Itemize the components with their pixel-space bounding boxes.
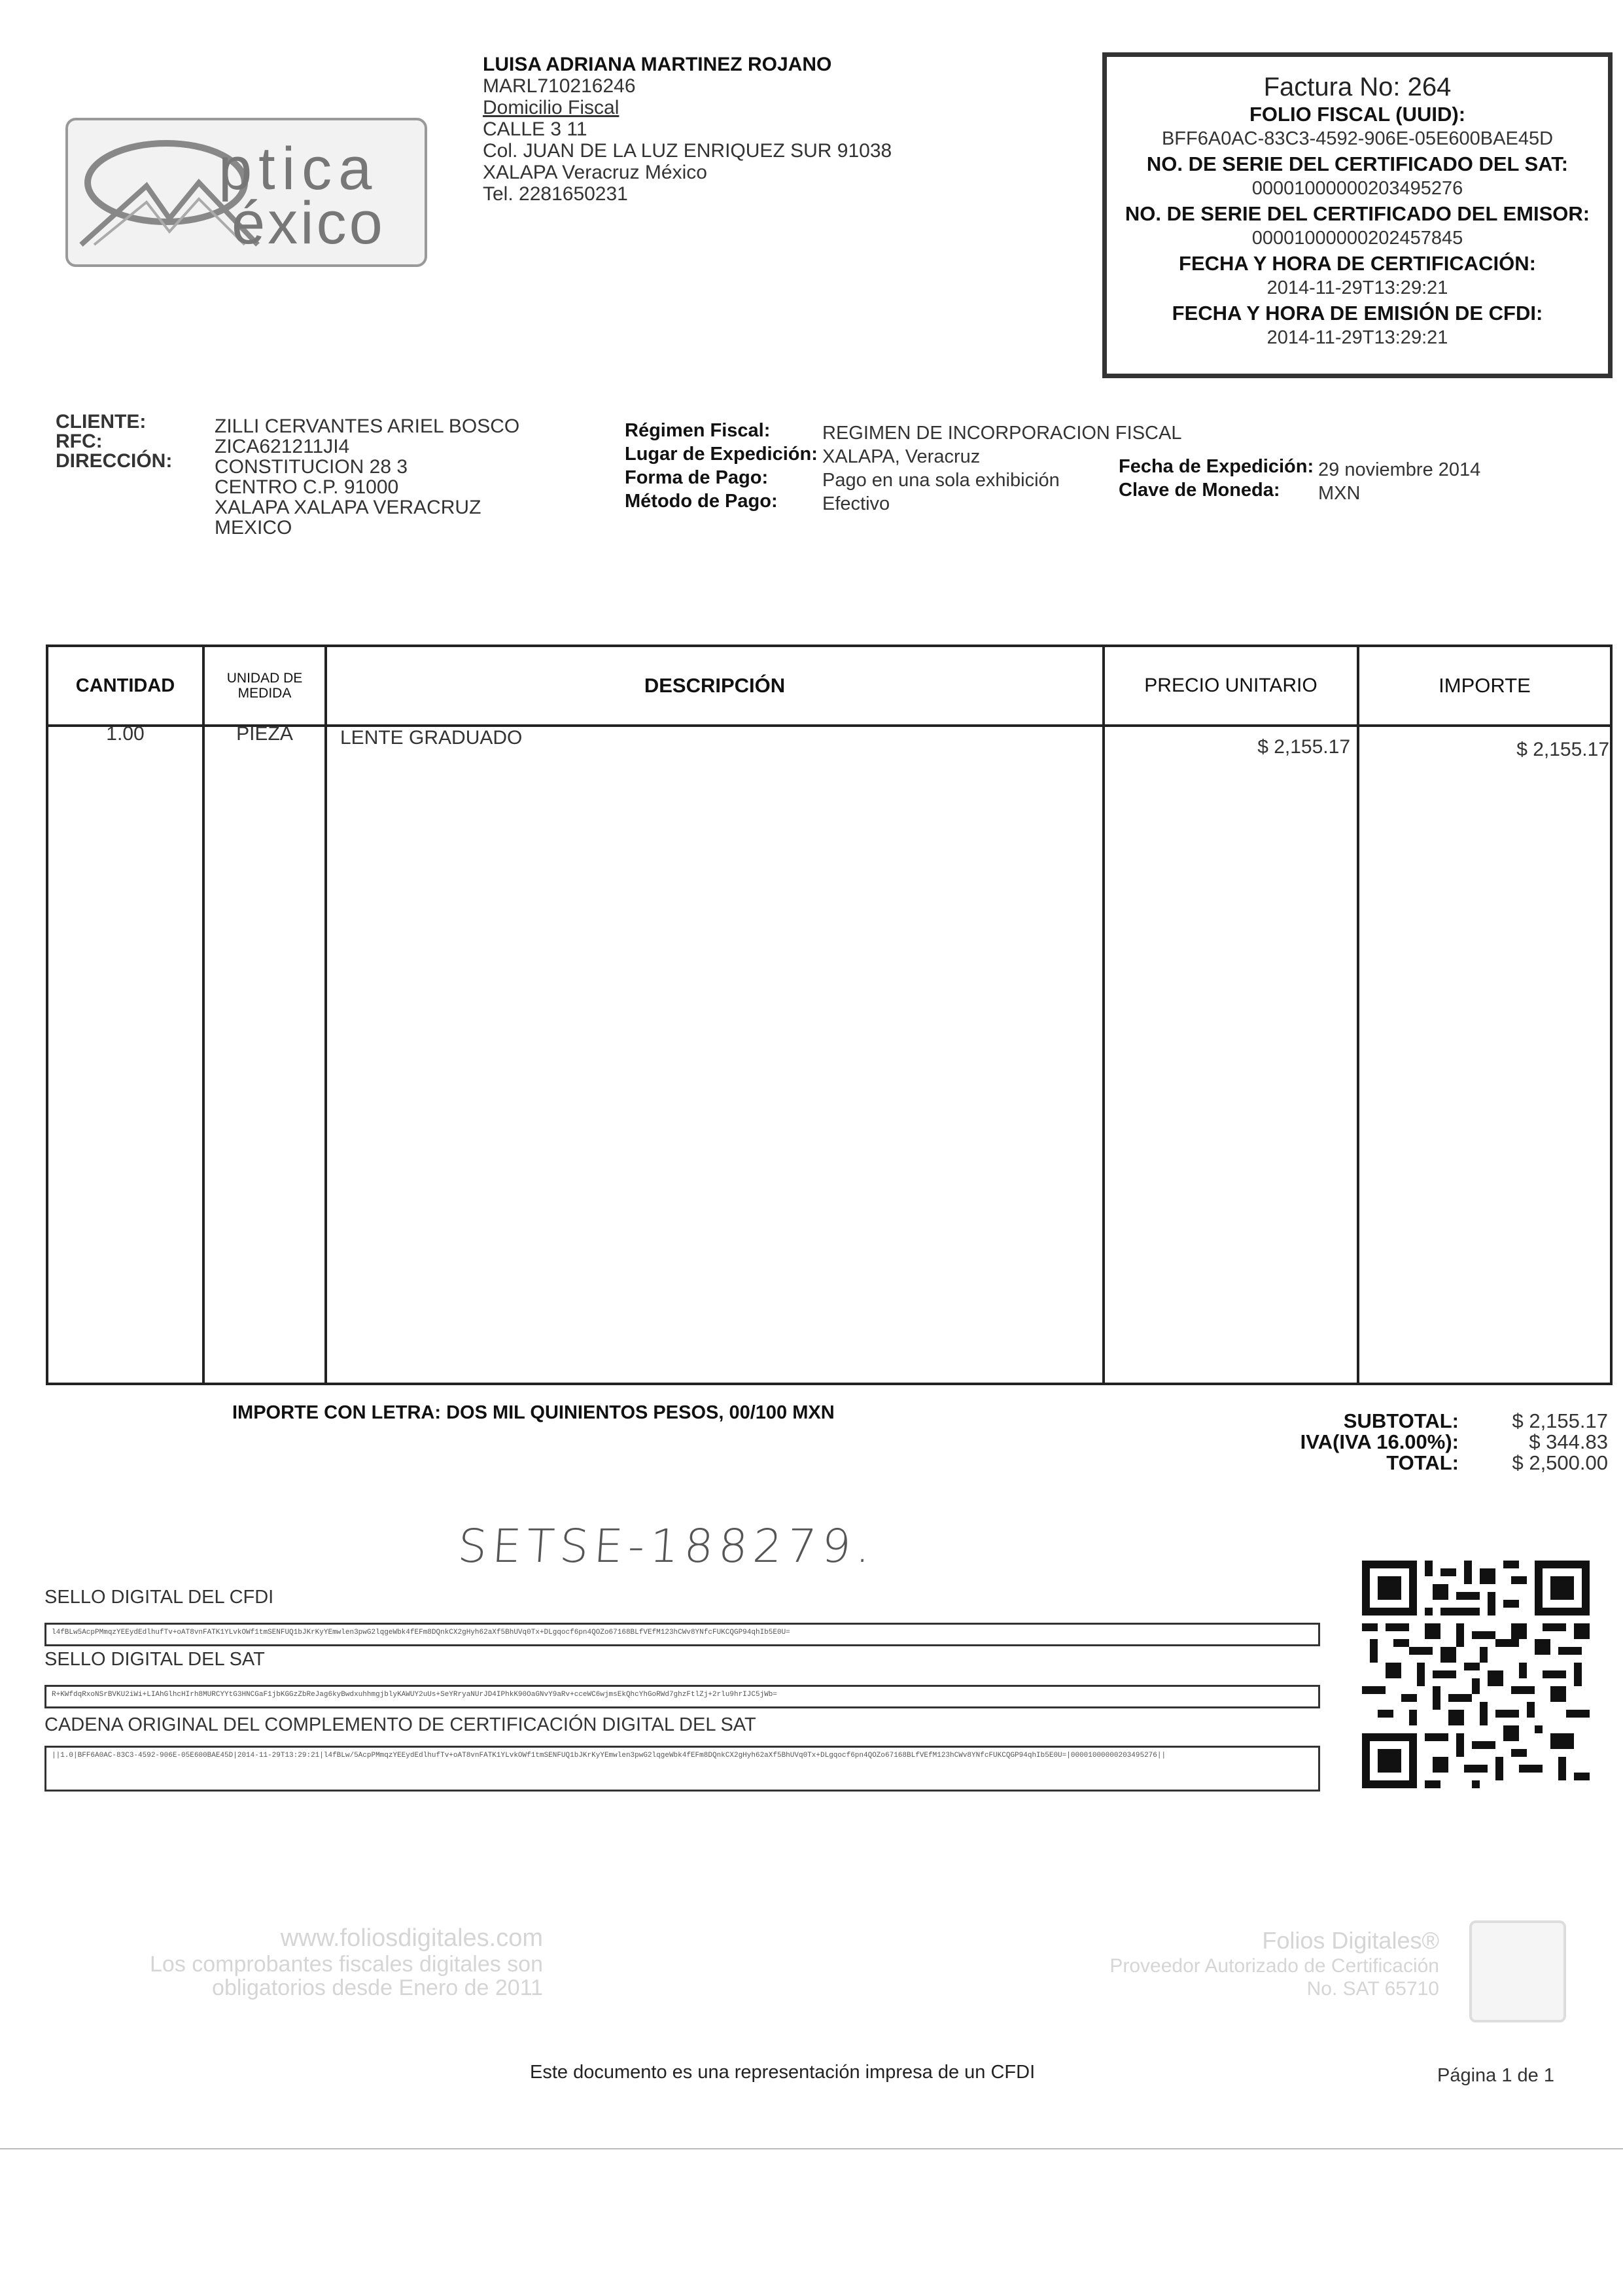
moneda-value: MXN (1318, 483, 1361, 504)
expedicion-labels (1119, 455, 1314, 502)
lugar-label: Lugar de Expedición: (625, 444, 818, 465)
regimen-value: REGIMEN DE INCORPORACION FISCAL (822, 423, 1182, 444)
emisor-cert-label: NO. DE SERIE DEL CERTIFICADO DEL EMISOR: (1125, 202, 1590, 225)
forma-label: Forma de Pago: (625, 467, 769, 488)
uuid-label: FOLIO FISCAL (UUID): (1249, 103, 1466, 126)
direccion-label: DIRECCIÓN: (56, 450, 173, 472)
row-descripcion: LENTE GRADUADO (340, 727, 523, 749)
page-number: Página 1 de 1 (1437, 2065, 1554, 2086)
fecha-value: 29 noviembre 2014 (1318, 459, 1481, 480)
importe-con-letra (232, 1402, 835, 1424)
letra-label: IMPORTE CON LETRA: (232, 1402, 441, 1423)
issuer-tel: Tel. 2281650231 (483, 183, 628, 205)
cfdi-disclaimer: Este documento es una representación impresa de un CFDI (530, 2062, 1036, 2083)
col-cantidad: CANTIDAD (75, 675, 175, 696)
totals-values (1472, 1411, 1608, 1474)
sat-cert-label: NO. DE SERIE DEL CERTIFICADO DEL SAT: (1146, 152, 1569, 175)
rfc-label: RFC: (56, 431, 103, 452)
fecha-label: Fecha de Expedición: (1119, 456, 1314, 477)
table-divider (324, 647, 327, 1383)
col-unidad-line1: UNIDAD DE (226, 671, 303, 686)
client-addr3: XALAPA XALAPA VERACRUZ (215, 497, 481, 518)
totals-labels (1269, 1411, 1459, 1474)
client-rfc: ZICA621211JI4 (215, 436, 350, 457)
row-precio: $ 2,155.17 (1257, 736, 1350, 758)
fiscal-labels (625, 419, 818, 513)
footer-site-url: www.foliosdigitales.com (280, 1924, 543, 1952)
expedicion-values (1318, 458, 1480, 505)
emision-value: 2014-11-29T13:29:21 (1266, 327, 1448, 348)
client-addr1: CONSTITUCION 28 3 (215, 456, 408, 478)
uuid-value: BFF6A0AC-83C3-4592-906E-05E600BAE45D (1161, 128, 1554, 149)
footer-provider-line2: Proveedor Autorizado de Certificación (1109, 1955, 1439, 1977)
row-unidad: PIEZA (236, 723, 293, 745)
regimen-label: Régimen Fiscal: (625, 420, 771, 441)
footer-provider-name: Folios Digitales® (1262, 1927, 1439, 1954)
iva-label: IVA(IVA 16.00%): (1300, 1430, 1459, 1453)
handwritten-note: SETSE-188279. (456, 1519, 878, 1573)
col-unidad-line2: MEDIDA (237, 686, 292, 701)
qr-code-icon (1362, 1561, 1590, 1788)
col-precio: PRECIO UNITARIO (1144, 675, 1318, 696)
footer-site-line3: obligatorios desde Enero de 2011 (212, 1975, 543, 2000)
sello-sat-box: R+KWfdqRxoNSrBVKU2iWi+LIAhGlhcHIrh8MURCYYtG3HNCGaF1jbKGGzZbReJag6kyBwdxuhhmgjblyKAWUY2uUs+SeYRryaNUrJD4IPhkK90OaGNvY9aRv+cceWC6wjmsEkQhcYhGoRWd7ghzFtlZj+2rlu9hrIJC5jWb= (44, 1685, 1320, 1708)
sello-sat-label: SELLO DIGITAL DEL SAT (44, 1649, 265, 1670)
cliente-label: CLIENTE: (56, 411, 147, 433)
iva-value: $ 344.83 (1529, 1430, 1608, 1453)
issuer-city: XALAPA Veracruz México (483, 162, 707, 183)
table-divider (202, 647, 205, 1383)
sat-seal-icon (1469, 1920, 1566, 2022)
emision-label: FECHA Y HORA DE EMISIÓN DE CFDI: (1172, 302, 1543, 325)
issuer-rfc: MARL710216246 (483, 75, 636, 97)
total-value: $ 2,500.00 (1512, 1451, 1608, 1474)
client-labels (56, 412, 172, 471)
col-descripcion: DESCRIPCIÓN (644, 674, 786, 697)
footer-provider-site (131, 1924, 543, 2000)
emisor-cert-value: 00001000000202457845 (1251, 228, 1463, 249)
subtotal-label: SUBTOTAL: (1343, 1409, 1459, 1432)
letra-value: DOS MIL QUINIENTOS PESOS, 00/100 MXN (446, 1402, 835, 1423)
sello-cfdi-box: l4fBLw5AcpPMmqzYEEydEdlhufTv+oAT8vnFATK1YLvkOWf1tmSENFUQ1bJKrKyYEmwlen3pwG2lqgeWbk4fEFm8DQnkCX2gHyh62aXf5BhUVq0Tx+DLgqocf6pn4QOZo67168BLfVEfM123hCWv8YNfcFUKCQGP94qhIb5E0U= (44, 1623, 1320, 1646)
metodo-value: Efectivo (822, 493, 890, 514)
domicilio-label: Domicilio Fiscal (483, 97, 620, 118)
company-logo (65, 118, 427, 267)
issuer-colonia: Col. JUAN DE LA LUZ ENRIQUEZ SUR 91038 (483, 140, 892, 162)
page-bottom-edge (0, 2148, 1623, 2149)
issuer-block (483, 54, 892, 205)
items-table (46, 645, 1613, 1385)
cadena-box: ||1.0|BFF6A0AC-83C3-4592-906E-05E600BAE45D|2014-11-29T13:29:21|l4fBLw/5AcpPMmqzYEEydEdlhufTv+oAT8vnFATK1YLvkOWf1tmSENFUQ1bJKrKyYEmwlen3pwG2lqgeWbk4fEFm8DQnkCX2gHyh62aXf5BhUVq0Tx+DLgqocf6pn4QOZo67168BLfVEfM123hCWv8YNfcFUKCQGP94qhIb5E0U=|00001000000203495276|| (44, 1746, 1320, 1792)
cert-date-value: 2014-11-29T13:29:21 (1266, 277, 1448, 298)
cert-date-label: FECHA Y HORA DE CERTIFICACIÓN: (1179, 252, 1536, 275)
footer-provider (1079, 1927, 1439, 2000)
cadena-label: CADENA ORIGINAL DEL COMPLEMENTO DE CERTIFICACIÓN DIGITAL DEL SAT (44, 1714, 756, 1735)
footer-site-line2: Los comprobantes fiscales digitales son (150, 1952, 543, 1977)
row-importe: $ 2,155.17 (1516, 739, 1609, 760)
row-cantidad: 1.00 (106, 723, 145, 745)
client-addr2: CENTRO C.P. 91000 (215, 476, 399, 498)
issuer-name: LUISA ADRIANA MARTINEZ ROJANO (483, 54, 832, 75)
col-unidad (205, 647, 324, 724)
metodo-label: Método de Pago: (625, 491, 778, 512)
issuer-street: CALLE 3 11 (483, 118, 587, 140)
client-addr4: MEXICO (215, 517, 292, 539)
client-name: ZILLI CERVANTES ARIEL BOSCO (215, 415, 520, 437)
sat-cert-value: 00001000000203495276 (1251, 178, 1463, 199)
factura-box (1102, 52, 1613, 378)
total-label: TOTAL: (1386, 1451, 1459, 1474)
sello-cfdi-label: SELLO DIGITAL DEL CFDI (44, 1587, 274, 1608)
client-values (215, 416, 519, 538)
footer-provider-line3: No. SAT 65710 (1306, 1978, 1439, 2000)
moneda-label: Clave de Moneda: (1119, 480, 1280, 501)
lugar-value: XALAPA, Veracruz (822, 446, 981, 467)
factura-title: Factura No: 264 (1263, 73, 1452, 101)
logo-word-mexico: éxico (232, 190, 385, 256)
forma-value: Pago en una sola exhibición (822, 470, 1060, 491)
col-importe: IMPORTE (1439, 674, 1531, 697)
subtotal-value: $ 2,155.17 (1512, 1409, 1608, 1432)
logo-word-optica: ptica (218, 135, 379, 202)
